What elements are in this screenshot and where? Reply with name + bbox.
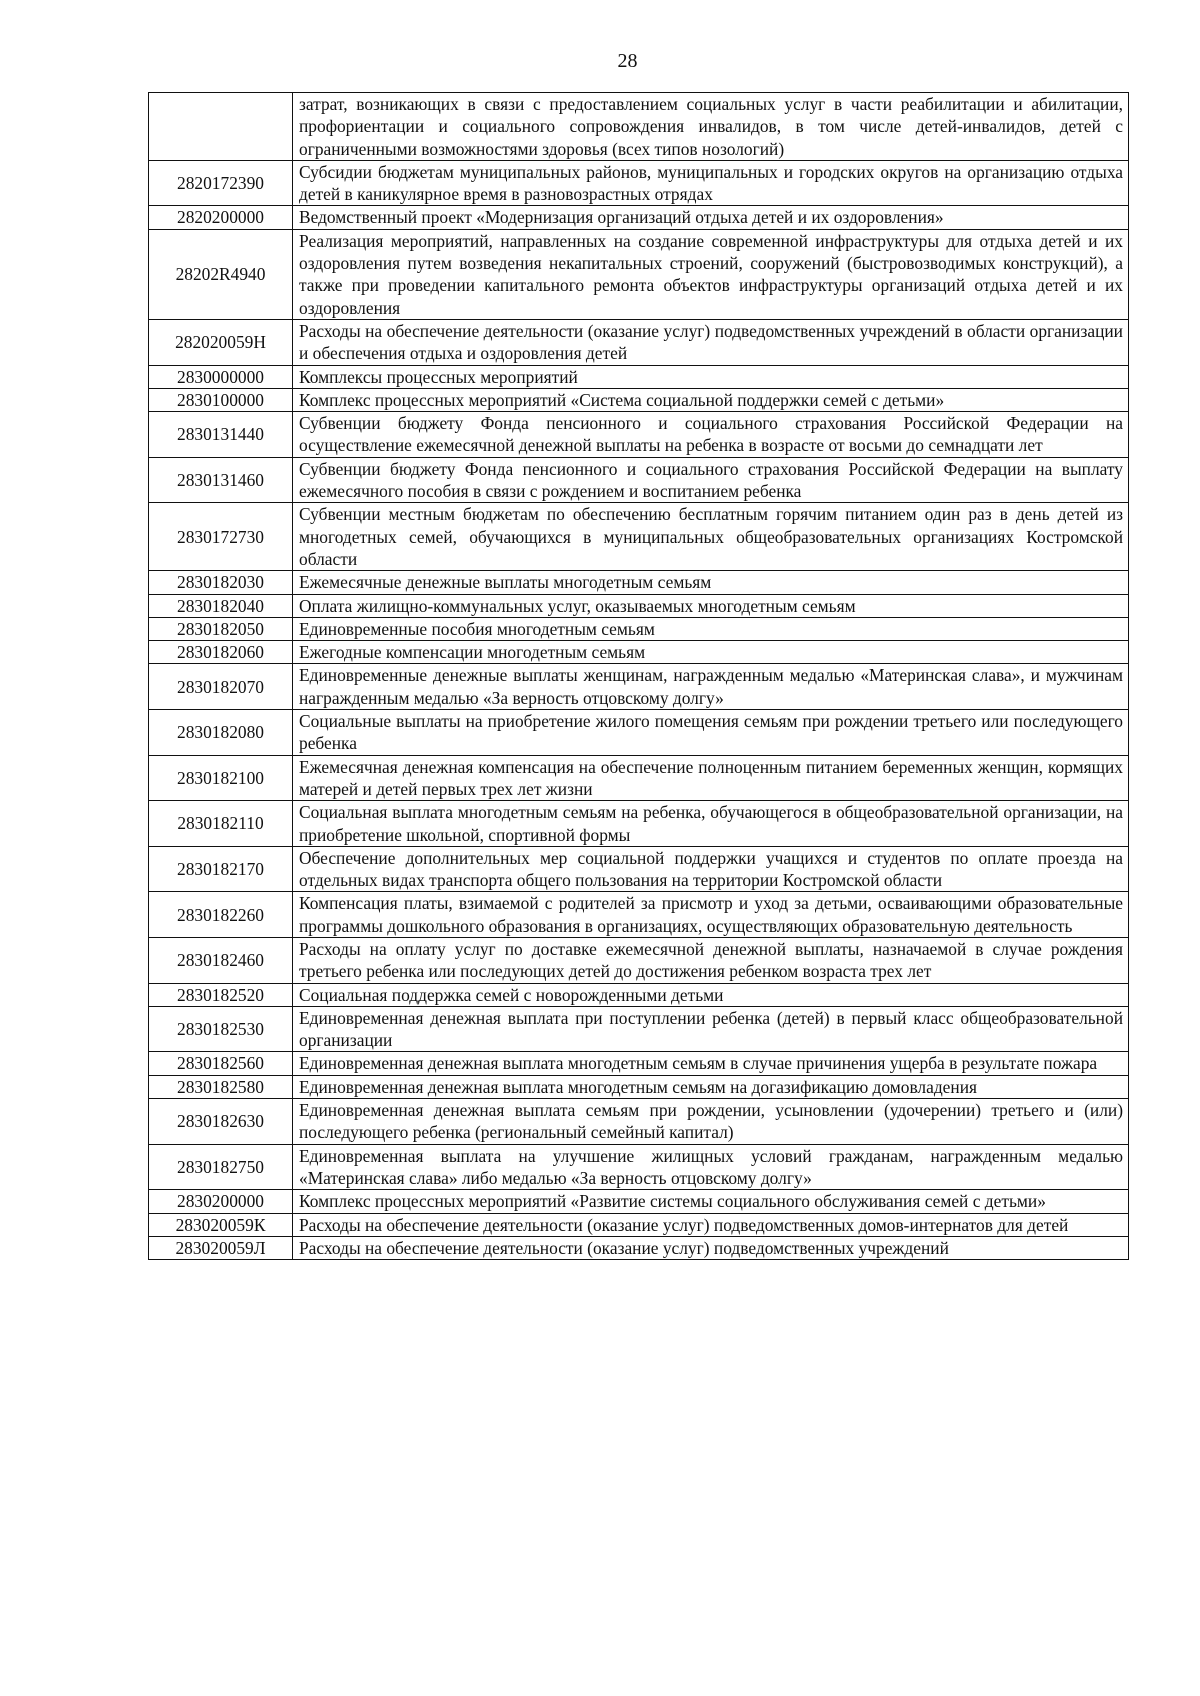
budget-code-cell: 2830182030 bbox=[149, 571, 293, 594]
budget-code-cell: 2830182110 bbox=[149, 801, 293, 847]
budget-code-cell: 2830182040 bbox=[149, 594, 293, 617]
budget-code-cell: 2820172390 bbox=[149, 160, 293, 206]
table-row bbox=[149, 571, 1129, 594]
table-row bbox=[149, 1236, 1129, 1259]
budget-code-cell: 2830182070 bbox=[149, 664, 293, 710]
description-cell: Ежемесячные денежные выплаты многодетным семьям bbox=[293, 571, 1129, 594]
table-row bbox=[149, 229, 1129, 319]
budget-code-cell: 2830000000 bbox=[149, 365, 293, 388]
description-cell: Субвенции бюджету Фонда пенсионного и социального страхования Российской Федерации на осуществление ежемесячной денежной выплаты на ребенка в возрасте от восьми до семнадцати лет bbox=[293, 412, 1129, 458]
description-cell: Субвенции бюджету Фонда пенсионного и социального страхования Российской Федерации на выплату ежемесячного пособия в связи с рождением и воспитанием ребенка bbox=[293, 457, 1129, 503]
budget-code-cell: 2830200000 bbox=[149, 1190, 293, 1213]
description-cell: Расходы на обеспечение деятельности (оказание услуг) подведомственных учреждений в области организации и обеспечения отдыха и оздоровления детей bbox=[293, 319, 1129, 365]
budget-code-cell: 2830182260 bbox=[149, 892, 293, 938]
description-cell: Ведомственный проект «Модернизация организаций отдыха детей и их оздоровления» bbox=[293, 206, 1129, 229]
description-cell: Комплекс процессных мероприятий «Система социальной поддержки семей с детьми» bbox=[293, 388, 1129, 411]
table-row bbox=[149, 892, 1129, 938]
description-cell: Единовременная выплата на улучшение жилищных условий гражданам, награжденным медалью «Материнская слава» либо медалью «За верность отцовскому долгу» bbox=[293, 1144, 1129, 1190]
description-cell: Единовременная денежная выплата многодетным семьям в случае причинения ущерба в результате пожара bbox=[293, 1052, 1129, 1075]
budget-code-cell: 2820200000 bbox=[149, 206, 293, 229]
description-cell: Ежемесячная денежная компенсация на обеспечение полноценным питанием беременных женщин, кормящих матерей и детей первых трех лет жизни bbox=[293, 755, 1129, 801]
budget-code-cell: 2830182170 bbox=[149, 846, 293, 892]
budget-code-cell bbox=[149, 93, 293, 161]
table-row bbox=[149, 617, 1129, 640]
description-cell: Комплексы процессных мероприятий bbox=[293, 365, 1129, 388]
table-row bbox=[149, 641, 1129, 664]
table-row bbox=[149, 1099, 1129, 1145]
budget-code-cell: 2830182050 bbox=[149, 617, 293, 640]
description-cell: затрат, возникающих в связи с предоставлением социальных услуг в части реабилитации и абилитации, профориентации и социального сопровождения инвалидов, в том числе детей-инвалидов, детей с ограниченными возможностями здоровья (всех типов нозологий) bbox=[293, 93, 1129, 161]
budget-code-cell: 2830182630 bbox=[149, 1099, 293, 1145]
description-cell: Социальная поддержка семей с новорожденными детьми bbox=[293, 983, 1129, 1006]
budget-code-cell: 2830182560 bbox=[149, 1052, 293, 1075]
table-body bbox=[149, 93, 1129, 1260]
description-cell: Обеспечение дополнительных мер социальной поддержки учащихся и студентов по оплате проезда на отдельных видах транспорта общего пользования на территории Костромской области bbox=[293, 846, 1129, 892]
description-cell: Расходы на обеспечение деятельности (оказание услуг) подведомственных учреждений bbox=[293, 1236, 1129, 1259]
table-row bbox=[149, 846, 1129, 892]
table-row bbox=[149, 388, 1129, 411]
budget-code-cell: 2830182530 bbox=[149, 1006, 293, 1052]
budget-code-cell: 2830182750 bbox=[149, 1144, 293, 1190]
table-row bbox=[149, 594, 1129, 617]
table-row bbox=[149, 319, 1129, 365]
table-row bbox=[149, 93, 1129, 161]
description-cell: Компенсация платы, взимаемой с родителей за присмотр и уход за детьми, осваивающими образовательные программы дошкольного образования в организациях, осуществляющих образовательную деятельность bbox=[293, 892, 1129, 938]
table-row bbox=[149, 503, 1129, 571]
table-row bbox=[149, 457, 1129, 503]
table-row bbox=[149, 1213, 1129, 1236]
table-row bbox=[149, 365, 1129, 388]
budget-code-cell: 282020059Н bbox=[149, 319, 293, 365]
description-cell: Единовременная денежная выплата многодетным семьям на догазификацию домовладения bbox=[293, 1075, 1129, 1098]
description-cell: Ежегодные компенсации многодетным семьям bbox=[293, 641, 1129, 664]
table-row bbox=[149, 710, 1129, 756]
description-cell: Комплекс процессных мероприятий «Развитие системы социального обслуживания семей с детьми» bbox=[293, 1190, 1129, 1213]
budget-code-cell: 2830172730 bbox=[149, 503, 293, 571]
budget-code-cell: 2830131440 bbox=[149, 412, 293, 458]
table-row bbox=[149, 983, 1129, 1006]
description-cell: Субсидии бюджетам муниципальных районов, муниципальных и городских округов на организацию отдыха детей в каникулярное время в разновозрастных отрядах bbox=[293, 160, 1129, 206]
table-row bbox=[149, 1144, 1129, 1190]
budget-code-cell: 28202R4940 bbox=[149, 229, 293, 319]
description-cell: Оплата жилищно-коммунальных услуг, оказываемых многодетным семьям bbox=[293, 594, 1129, 617]
budget-code-cell: 283020059К bbox=[149, 1213, 293, 1236]
budget-code-cell: 2830182080 bbox=[149, 710, 293, 756]
table-row bbox=[149, 160, 1129, 206]
budget-code-cell: 2830100000 bbox=[149, 388, 293, 411]
description-cell: Единовременная денежная выплата семьям при рождении, усыновлении (удочерении) третьего и (или) последующего ребенка (региональный семейный капитал) bbox=[293, 1099, 1129, 1145]
budget-code-cell: 2830182460 bbox=[149, 937, 293, 983]
description-cell: Единовременные денежные выплаты женщинам, награжденным медалью «Материнская слава», и мужчинам награжденным медалью «За верность отцовскому долгу» bbox=[293, 664, 1129, 710]
table-row bbox=[149, 1075, 1129, 1098]
budget-code-cell: 2830131460 bbox=[149, 457, 293, 503]
budget-code-cell: 2830182060 bbox=[149, 641, 293, 664]
description-cell: Расходы на оплату услуг по доставке ежемесячной денежной выплаты, назначаемой в случае рождения третьего ребенка или последующих детей до достижения ребенком возраста трех лет bbox=[293, 937, 1129, 983]
budget-code-cell: 283020059Л bbox=[149, 1236, 293, 1259]
table-row bbox=[149, 1006, 1129, 1052]
description-cell: Единовременные пособия многодетным семьям bbox=[293, 617, 1129, 640]
budget-code-cell: 2830182520 bbox=[149, 983, 293, 1006]
description-cell: Социальная выплата многодетным семьям на ребенка, обучающегося в общеобразовательной организации, на приобретение школьной, спортивной формы bbox=[293, 801, 1129, 847]
table-row bbox=[149, 801, 1129, 847]
page-number: 28 bbox=[617, 50, 638, 72]
description-cell: Единовременная денежная выплата при поступлении ребенка (детей) в первый класс общеобразовательной организации bbox=[293, 1006, 1129, 1052]
description-cell: Социальные выплаты на приобретение жилого помещения семьям при рождении третьего или последующего ребенка bbox=[293, 710, 1129, 756]
table-row bbox=[149, 412, 1129, 458]
budget-code-cell: 2830182100 bbox=[149, 755, 293, 801]
table-row bbox=[149, 1190, 1129, 1213]
description-cell: Субвенции местным бюджетам по обеспечению бесплатным горячим питанием один раз в день детей из многодетных семей, обучающихся в муниципальных общеобразовательных организациях Костромской области bbox=[293, 503, 1129, 571]
table-row bbox=[149, 1052, 1129, 1075]
description-cell: Реализация мероприятий, направленных на создание современной инфраструктуры для отдыха детей и их оздоровления путем возведения некапитальных строений, сооружений (быстровозводимых конструкций), а также при проведении капитального ремонта объектов инфраструктуры организаций отдыха детей и их оздоровления bbox=[293, 229, 1129, 319]
table-row bbox=[149, 664, 1129, 710]
table-row bbox=[149, 755, 1129, 801]
budget-code-table bbox=[148, 92, 1129, 1260]
table-row bbox=[149, 937, 1129, 983]
description-cell: Расходы на обеспечение деятельности (оказание услуг) подведомственных домов-интернатов для детей bbox=[293, 1213, 1129, 1236]
table-row bbox=[149, 206, 1129, 229]
budget-code-cell: 2830182580 bbox=[149, 1075, 293, 1098]
